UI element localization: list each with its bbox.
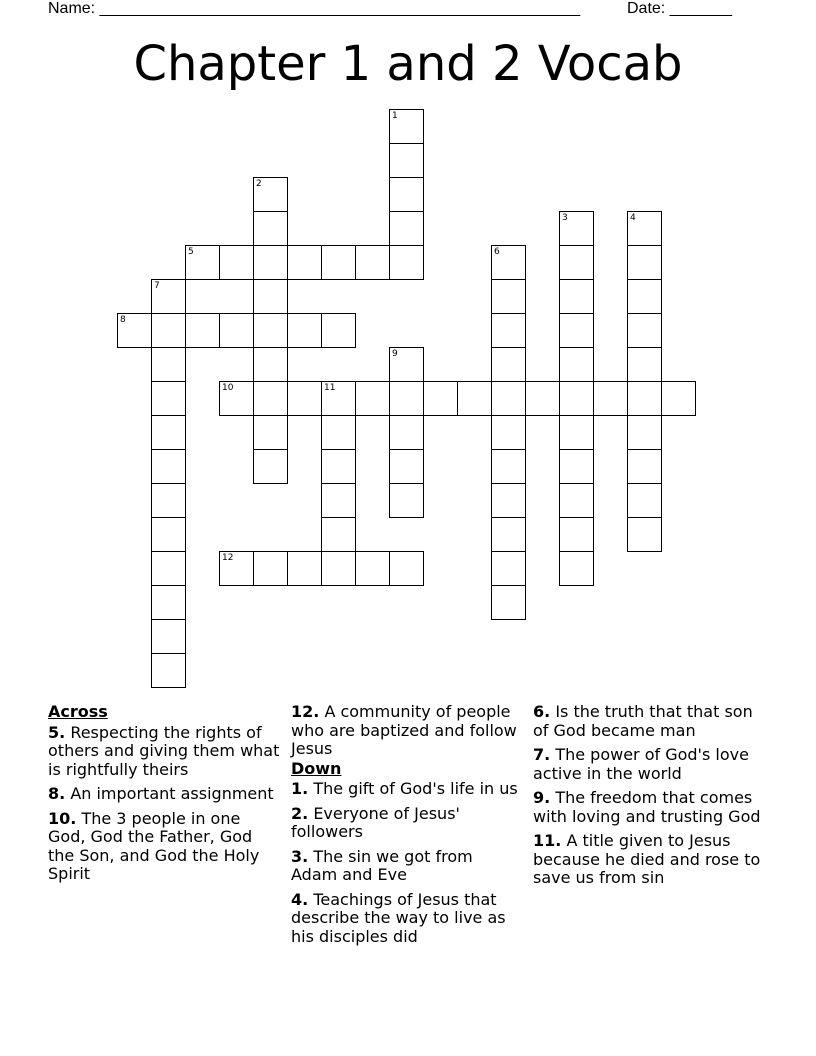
grid-cell[interactable] <box>491 449 526 484</box>
grid-cell[interactable] <box>389 177 424 212</box>
grid-cell[interactable] <box>321 415 356 450</box>
cell-number: 2 <box>256 179 262 189</box>
grid-cell[interactable] <box>491 279 526 314</box>
grid-cell[interactable] <box>627 483 662 518</box>
clue-number: 3. <box>291 846 309 866</box>
grid-cell[interactable] <box>321 245 356 280</box>
grid-cell[interactable] <box>287 245 322 280</box>
grid-cell[interactable] <box>389 551 424 586</box>
grid-cell[interactable] <box>491 381 526 416</box>
grid-cell[interactable] <box>253 449 288 484</box>
grid-cell[interactable] <box>559 449 594 484</box>
cell-number: 4 <box>630 213 636 223</box>
grid-cell[interactable] <box>151 619 186 654</box>
cell-number: 5 <box>188 247 194 257</box>
grid-cell[interactable] <box>389 211 424 246</box>
clue-text: Respecting the rights of others and giving them what is rightfully theirs <box>48 722 280 779</box>
clue-text: Teachings of Jesus that describe the way to live as his disciples did <box>291 889 506 946</box>
grid-cell[interactable] <box>355 551 390 586</box>
clue-text: The 3 people in one God, God the Father, God the Son, and God the Holy Spirit <box>48 808 260 883</box>
grid-cell[interactable] <box>559 313 594 348</box>
grid-cell[interactable] <box>151 483 186 518</box>
grid-cell[interactable] <box>559 415 594 450</box>
across-clue <box>291 703 523 759</box>
down-clue <box>291 805 523 842</box>
clue-text: The gift of God's life in us <box>313 779 518 798</box>
grid-cell[interactable] <box>559 279 594 314</box>
grid-cell[interactable] <box>151 313 186 348</box>
across-clue <box>48 724 280 780</box>
clue-text: An important assignment <box>70 784 274 803</box>
down-clue <box>291 891 523 947</box>
cell-number: 7 <box>154 281 160 291</box>
cell-number: 10 <box>222 383 234 393</box>
page-title: Chapter 1 and 2 Vocab <box>133 36 683 92</box>
grid-cell[interactable] <box>151 517 186 552</box>
grid-cell[interactable] <box>627 313 662 348</box>
grid-cell[interactable] <box>389 381 424 416</box>
grid-cell[interactable] <box>253 211 288 246</box>
down-clue <box>533 832 765 888</box>
date-field-label: Date: _______ <box>627 0 732 17</box>
clue-number: 8. <box>48 784 66 803</box>
clue-text: The power of God's love active in the world <box>533 745 749 783</box>
clue-text: A title given to Jesus because he died and rose to save us from sin <box>533 831 761 887</box>
clue-text: Is the truth that that son of God became man <box>533 702 753 740</box>
grid-cell[interactable] <box>253 347 288 382</box>
clue-number: 11. <box>533 831 562 850</box>
clues-column-1 <box>48 703 280 890</box>
grid-cell[interactable] <box>627 449 662 484</box>
cell-number: 12 <box>222 553 234 563</box>
grid-cell[interactable] <box>287 551 322 586</box>
grid-cell[interactable] <box>491 585 526 620</box>
down-clue <box>291 780 523 799</box>
clue-number: 10. <box>48 808 77 828</box>
grid-cell[interactable] <box>661 381 696 416</box>
grid-cell[interactable] <box>253 551 288 586</box>
grid-cell[interactable] <box>389 347 424 382</box>
grid-cell[interactable] <box>457 381 492 416</box>
grid-cell[interactable] <box>321 551 356 586</box>
grid-cell[interactable] <box>491 245 526 280</box>
across-clue <box>48 810 280 884</box>
grid-cell[interactable] <box>559 551 594 586</box>
grid-cell[interactable] <box>151 415 186 450</box>
grid-cell[interactable] <box>321 483 356 518</box>
grid-cell[interactable] <box>321 381 356 416</box>
grid-cell[interactable] <box>253 415 288 450</box>
grid-cell[interactable] <box>491 313 526 348</box>
grid-cell[interactable] <box>355 245 390 280</box>
grid-cell[interactable] <box>151 449 186 484</box>
grid-cell[interactable] <box>253 381 288 416</box>
grid-cell[interactable] <box>287 381 322 416</box>
grid-cell[interactable] <box>219 313 254 348</box>
clue-number: 1. <box>291 779 309 798</box>
grid-cell[interactable] <box>151 279 186 314</box>
clue-text: Everyone of Jesus' followers <box>291 803 460 841</box>
name-field-label: Name: ______________________________________________________ <box>48 0 581 17</box>
grid-cell[interactable] <box>491 517 526 552</box>
clues-column-2 <box>291 703 523 952</box>
grid-cell[interactable] <box>185 245 220 280</box>
grid-cell[interactable] <box>321 517 356 552</box>
clue-number: 4. <box>291 889 309 909</box>
clue-number: 6. <box>533 702 551 721</box>
grid-cell[interactable] <box>389 109 424 144</box>
grid-cell[interactable] <box>117 313 152 348</box>
grid-cell[interactable] <box>389 415 424 450</box>
grid-cell[interactable] <box>151 585 186 620</box>
grid-cell[interactable] <box>389 245 424 280</box>
clue-number: 12. <box>291 702 320 721</box>
grid-cell[interactable] <box>627 381 662 416</box>
grid-cell[interactable] <box>559 483 594 518</box>
grid-cell[interactable] <box>559 381 594 416</box>
clues-column-3 <box>533 703 765 894</box>
clue-text: The freedom that comes with loving and trusting God <box>533 788 761 826</box>
grid-cell[interactable] <box>627 245 662 280</box>
grid-cell[interactable] <box>151 653 186 688</box>
down-clue <box>291 848 523 885</box>
grid-cell[interactable] <box>389 143 424 178</box>
cell-number: 1 <box>392 111 398 121</box>
grid-cell[interactable] <box>627 415 662 450</box>
grid-cell[interactable] <box>151 347 186 382</box>
cell-number: 3 <box>562 213 568 223</box>
grid-cell[interactable] <box>559 517 594 552</box>
grid-cell[interactable] <box>321 449 356 484</box>
grid-cell[interactable] <box>491 347 526 382</box>
grid-cell[interactable] <box>389 483 424 518</box>
grid-cell[interactable] <box>491 551 526 586</box>
down-clue <box>533 746 765 783</box>
grid-cell[interactable] <box>627 517 662 552</box>
grid-cell[interactable] <box>423 381 458 416</box>
across-clue <box>48 785 280 804</box>
grid-cell[interactable] <box>559 245 594 280</box>
grid-cell[interactable] <box>559 211 594 246</box>
clue-text: A community of people who are baptized and follow Jesus <box>291 702 517 758</box>
grid-cell[interactable] <box>287 313 322 348</box>
clue-number: 5. <box>48 722 66 742</box>
grid-cell[interactable] <box>355 381 390 416</box>
grid-cell[interactable] <box>253 313 288 348</box>
grid-cell[interactable] <box>253 245 288 280</box>
grid-cell[interactable] <box>627 347 662 382</box>
clue-number: 7. <box>533 745 551 764</box>
cell-number: 11 <box>324 383 336 393</box>
cell-number: 9 <box>392 349 398 359</box>
clue-number: 9. <box>533 788 551 807</box>
grid-cell[interactable] <box>321 313 356 348</box>
grid-cell[interactable] <box>253 177 288 212</box>
cell-number: 6 <box>494 247 500 257</box>
grid-cell[interactable] <box>627 211 662 246</box>
clue-text: The sin we got from Adam and Eve <box>291 846 473 884</box>
grid-cell[interactable] <box>389 449 424 484</box>
grid-cell[interactable] <box>219 551 254 586</box>
grid-cell[interactable] <box>525 381 560 416</box>
down-clue <box>533 703 765 740</box>
cell-number: 8 <box>120 315 126 325</box>
grid-cell[interactable] <box>151 551 186 586</box>
grid-cell[interactable] <box>219 245 254 280</box>
grid-cell[interactable] <box>593 381 628 416</box>
grid-cell[interactable] <box>559 347 594 382</box>
grid-cell[interactable] <box>219 381 254 416</box>
across-heading: Across <box>48 702 108 721</box>
down-clue <box>533 789 765 826</box>
grid-cell[interactable] <box>151 381 186 416</box>
grid-cell[interactable] <box>491 415 526 450</box>
grid-cell[interactable] <box>253 279 288 314</box>
grid-cell[interactable] <box>627 279 662 314</box>
grid-cell[interactable] <box>185 313 220 348</box>
down-heading: Down <box>291 758 342 778</box>
clue-number: 2. <box>291 803 309 823</box>
grid-cell[interactable] <box>491 483 526 518</box>
